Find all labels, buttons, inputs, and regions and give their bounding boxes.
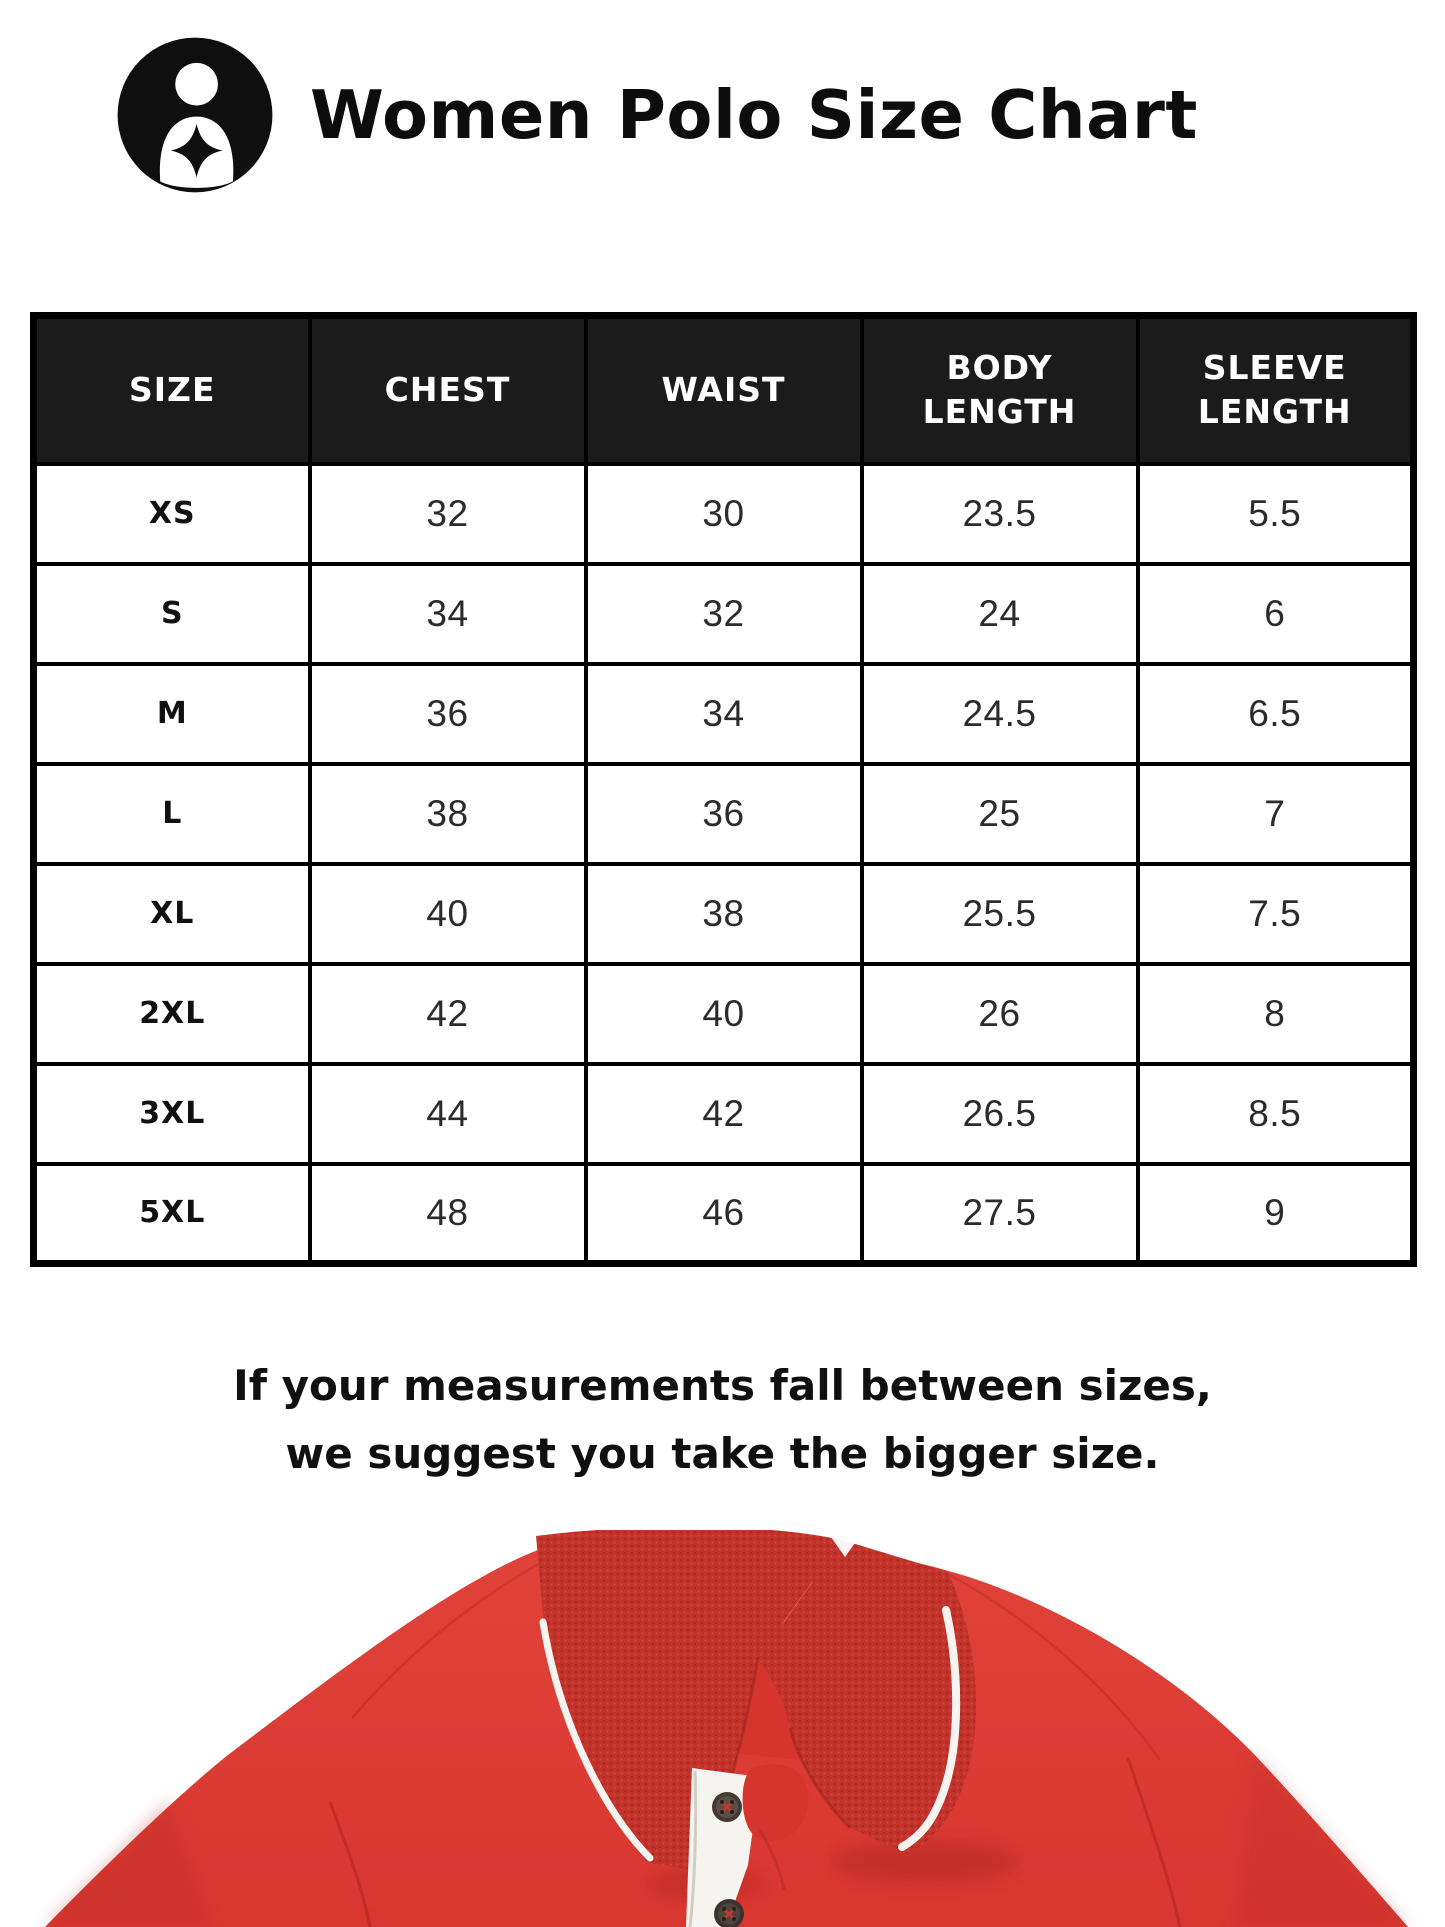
size-label: L bbox=[34, 764, 310, 864]
sleeve-length-value: 8.5 bbox=[1138, 1064, 1414, 1164]
sizing-note bbox=[0, 1352, 1445, 1488]
column-header-waist: WAIST bbox=[586, 316, 862, 464]
column-header-sleeve-length: SLEEVE LENGTH bbox=[1138, 316, 1414, 464]
page-title: Women Polo Size Chart bbox=[310, 76, 1198, 154]
table-row-xl bbox=[34, 864, 1414, 964]
size-label: 2XL bbox=[34, 964, 310, 1064]
chest-value: 48 bbox=[310, 1164, 586, 1264]
column-header-chest: CHEST bbox=[310, 316, 586, 464]
sleeve-length-value: 7 bbox=[1138, 764, 1414, 864]
body-length-value: 23.5 bbox=[862, 464, 1138, 564]
waist-value: 38 bbox=[586, 864, 862, 964]
body-length-value: 25 bbox=[862, 764, 1138, 864]
waist-value: 36 bbox=[586, 764, 862, 864]
chest-value: 44 bbox=[310, 1064, 586, 1164]
size-label: 5XL bbox=[34, 1164, 310, 1264]
polo-button-top bbox=[712, 1792, 742, 1822]
sizing-note-line-1: If your measurements fall between sizes, bbox=[233, 1361, 1212, 1410]
page-header bbox=[116, 36, 1198, 194]
table-row-l bbox=[34, 764, 1414, 864]
table-header-row bbox=[34, 316, 1414, 464]
waist-value: 42 bbox=[586, 1064, 862, 1164]
table-row-s bbox=[34, 564, 1414, 664]
sleeve-length-value: 5.5 bbox=[1138, 464, 1414, 564]
waist-value: 30 bbox=[586, 464, 862, 564]
waist-value: 34 bbox=[586, 664, 862, 764]
body-length-value: 26.5 bbox=[862, 1064, 1138, 1164]
body-length-value: 26 bbox=[862, 964, 1138, 1064]
table-row-2xl bbox=[34, 964, 1414, 1064]
waist-value: 40 bbox=[586, 964, 862, 1064]
chest-value: 38 bbox=[310, 764, 586, 864]
chest-value: 36 bbox=[310, 664, 586, 764]
sizing-note-line-2: we suggest you take the bigger size. bbox=[285, 1429, 1160, 1479]
sleeve-length-value: 9 bbox=[1138, 1164, 1414, 1264]
waist-value: 46 bbox=[586, 1164, 862, 1264]
chest-value: 40 bbox=[310, 864, 586, 964]
chest-value: 42 bbox=[310, 964, 586, 1064]
sleeve-length-value: 6 bbox=[1138, 564, 1414, 664]
sleeve-length-value: 6.5 bbox=[1138, 664, 1414, 764]
size-label: M bbox=[34, 664, 310, 764]
sleeve-length-value: 8 bbox=[1138, 964, 1414, 1064]
waist-value: 32 bbox=[586, 564, 862, 664]
table-row-m bbox=[34, 664, 1414, 764]
size-chart-table bbox=[30, 312, 1417, 1267]
size-label: S bbox=[34, 564, 310, 664]
column-header-body-length: BODY LENGTH bbox=[862, 316, 1138, 464]
polo-shirt-image bbox=[0, 1530, 1445, 1927]
size-label: 3XL bbox=[34, 1064, 310, 1164]
chest-value: 32 bbox=[310, 464, 586, 564]
brand-mother-child-icon bbox=[116, 36, 274, 194]
table-row-5xl bbox=[34, 1164, 1414, 1264]
body-length-value: 24 bbox=[862, 564, 1138, 664]
table-row-xs bbox=[34, 464, 1414, 564]
table-row-3xl bbox=[34, 1064, 1414, 1164]
body-length-value: 25.5 bbox=[862, 864, 1138, 964]
size-label: XL bbox=[34, 864, 310, 964]
sleeve-length-value: 7.5 bbox=[1138, 864, 1414, 964]
body-length-value: 27.5 bbox=[862, 1164, 1138, 1264]
column-header-size: SIZE bbox=[34, 316, 310, 464]
size-label: XS bbox=[34, 464, 310, 564]
chest-value: 34 bbox=[310, 564, 586, 664]
body-length-value: 24.5 bbox=[862, 664, 1138, 764]
